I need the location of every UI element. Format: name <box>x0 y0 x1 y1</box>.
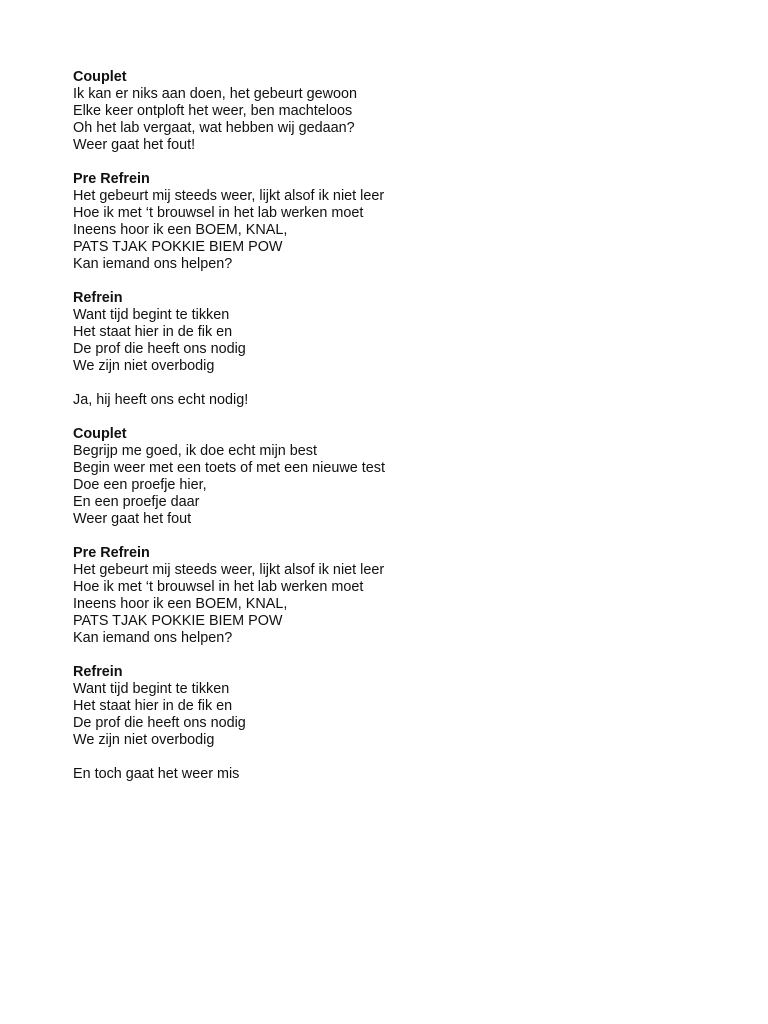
lyric-line: Kan iemand ons helpen? <box>73 630 233 646</box>
lyric-line: Ik kan er niks aan doen, het gebeurt gewoon <box>73 86 358 102</box>
lyric-line: We zijn niet overbodig <box>73 358 215 374</box>
lyrics-section <box>73 545 733 647</box>
lyric-line: Het staat hier in de fik en <box>73 324 233 340</box>
lyric-line: Hoe ik met ‘t brouwsel in het lab werken moet <box>73 205 364 221</box>
lyric-line: Elke keer ontploft het weer, ben machteloos <box>73 103 353 119</box>
section-heading: Refrein <box>73 290 123 306</box>
lyric-line: Ja, hij heeft ons echt nodig! <box>73 392 249 408</box>
lyric-line: Weer gaat het fout! <box>73 137 196 153</box>
lyrics-section <box>73 290 733 375</box>
lyric-line: Begrijp me goed, ik doe echt mijn best <box>73 443 317 459</box>
lyrics-document <box>73 69 733 800</box>
lyric-line: Ineens hoor ik een BOEM, KNAL, <box>73 222 288 238</box>
section-heading: Pre Refrein <box>73 171 150 187</box>
lyric-line: Want tijd begint te tikken <box>73 307 230 323</box>
lyric-line: De prof die heeft ons nodig <box>73 341 246 357</box>
lyrics-section <box>73 392 733 409</box>
section-heading: Couplet <box>73 426 127 442</box>
lyric-line: En een proefje daar <box>73 494 200 510</box>
lyric-line: Ineens hoor ik een BOEM, KNAL, <box>73 596 288 612</box>
lyrics-section <box>73 426 733 528</box>
lyrics-section <box>73 664 733 749</box>
lyric-line: Kan iemand ons helpen? <box>73 256 233 272</box>
lyric-line: PATS TJAK POKKIE BIEM POW <box>73 613 283 629</box>
lyric-line: Weer gaat het fout <box>73 511 192 527</box>
lyric-line: Het gebeurt mij steeds weer, lijkt alsof ik niet leer <box>73 188 385 204</box>
lyric-line: En toch gaat het weer mis <box>73 766 240 782</box>
lyric-line: Hoe ik met ‘t brouwsel in het lab werken moet <box>73 579 364 595</box>
lyrics-section <box>73 171 733 273</box>
lyric-line: We zijn niet overbodig <box>73 732 215 748</box>
lyric-line: Want tijd begint te tikken <box>73 681 230 697</box>
lyrics-section <box>73 766 733 783</box>
lyric-line: Het gebeurt mij steeds weer, lijkt alsof ik niet leer <box>73 562 385 578</box>
lyric-line: Het staat hier in de fik en <box>73 698 233 714</box>
lyric-line: PATS TJAK POKKIE BIEM POW <box>73 239 283 255</box>
lyric-line: Oh het lab vergaat, wat hebben wij gedaan? <box>73 120 355 136</box>
lyric-line: Doe een proefje hier, <box>73 477 207 493</box>
lyrics-section <box>73 69 733 154</box>
section-heading: Pre Refrein <box>73 545 150 561</box>
section-heading: Couplet <box>73 69 127 85</box>
section-heading: Refrein <box>73 664 123 680</box>
lyric-line: De prof die heeft ons nodig <box>73 715 246 731</box>
lyric-line: Begin weer met een toets of met een nieuwe test <box>73 460 385 476</box>
